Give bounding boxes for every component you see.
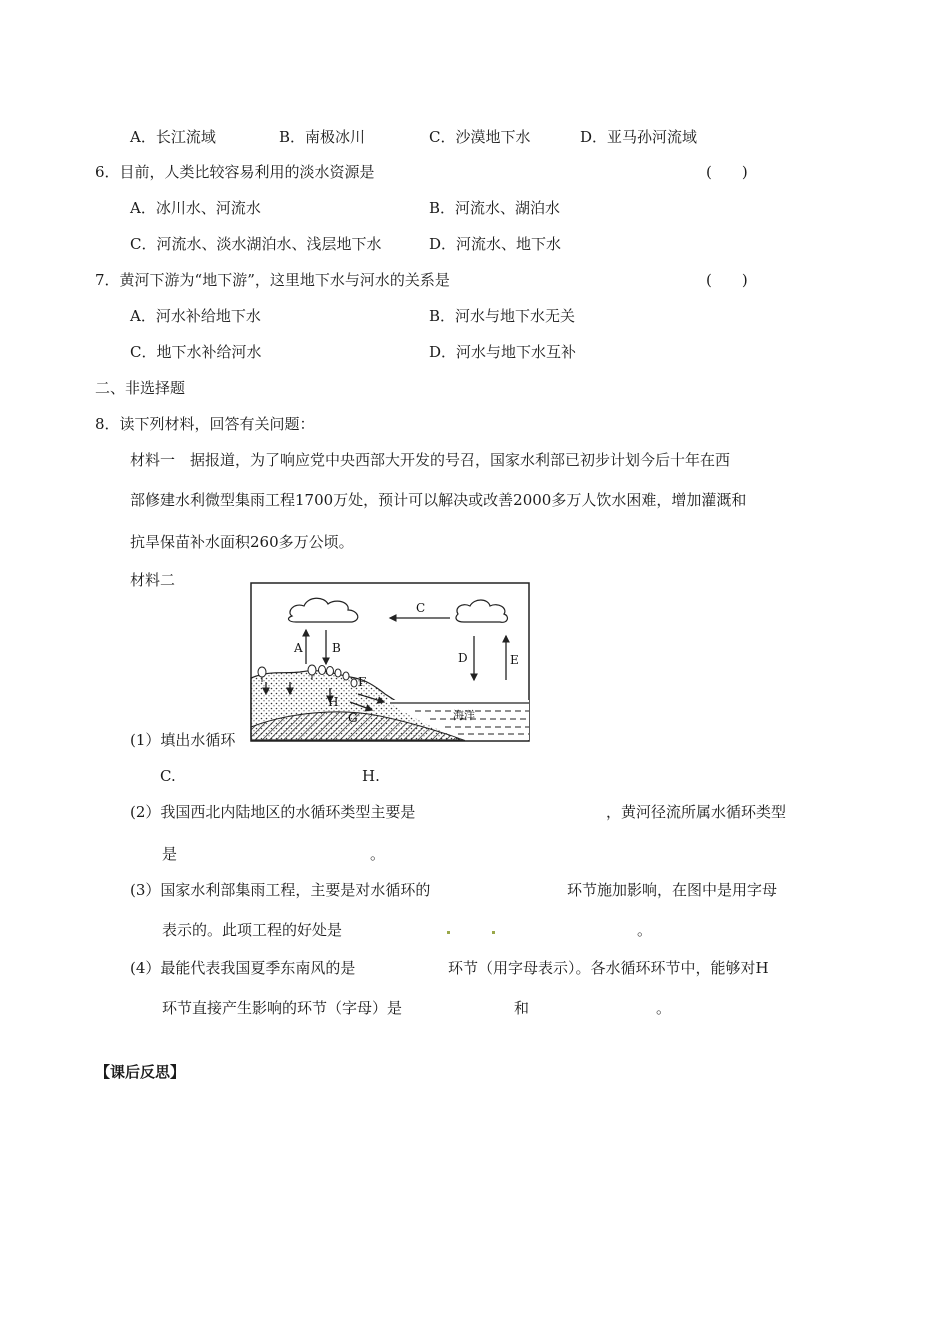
q7-option-a: A．河水补给地下水 — [130, 307, 261, 325]
q8-sub3-part2: 环节施加影响，在图中是用字母 — [567, 881, 778, 899]
q8-material2-label: 材料二 — [130, 571, 176, 589]
q8-sub4-part5: 。 — [656, 999, 672, 1017]
label-g: G — [348, 711, 358, 725]
q8-sub1: (1）填出水循环 — [130, 731, 236, 749]
q7-option-d: D．河水与地下水互补 — [429, 343, 577, 361]
q8-sub4-part3: 环节直接产生影响的环节（字母）是 — [162, 999, 403, 1017]
q7-option-b: B．河水与地下水无关 — [429, 307, 576, 325]
label-f: F — [358, 675, 367, 689]
label-c: C — [416, 601, 426, 615]
q8-material1-line2: 部修建水利微型集雨工程1700万处，预计可以解决或改善2000多万人饮水困难，增加灌溉和 — [130, 491, 747, 509]
q8-sub2-part1: (2）我国西北内陆地区的水循环类型主要是 — [130, 803, 416, 821]
q5-option-c: C．沙漠地下水 — [429, 128, 531, 146]
q8-sub4-part2: 环节（用字母表示）。各水循环环节中，能够对H — [448, 959, 769, 977]
label-d: D — [458, 651, 468, 665]
q6-option-d: D．河流水、地下水 — [429, 235, 562, 253]
q5-option-a: A．长江流域 — [130, 128, 216, 146]
water-cycle-diagram — [250, 582, 530, 742]
label-e: E — [510, 653, 519, 667]
section-heading: 二、非选择题 — [95, 379, 186, 397]
label-a: A — [294, 641, 303, 655]
q8-sub3-part4: 。 — [637, 921, 653, 939]
q8-sub3-part3: 表示的。此项工程的好处是 — [162, 921, 343, 939]
label-h: H — [328, 695, 339, 709]
q5-option-b: B．南极冰川 — [279, 128, 366, 146]
q6-stem: 6．目前，人类比较容易利用的淡水资源是 — [95, 163, 375, 181]
q8-sub2-part4: 。 — [370, 845, 386, 863]
q8-sub2-part3: 是 — [162, 845, 178, 863]
reflection-heading: 【课后反思】 — [95, 1063, 186, 1081]
stray-dot — [447, 931, 450, 934]
q8-material1-line3: 抗旱保苗补水面积260多万公顷。 — [130, 533, 354, 551]
q6-option-a: A．冰川水、河流水 — [130, 199, 261, 217]
q8-stem: 8．读下列材料，回答有关问题： — [95, 415, 315, 433]
stray-dot — [492, 931, 495, 934]
q6-answer-paren: ( ) — [706, 163, 748, 181]
q8-sub2-part2: ，黄河径流所属水循环类型 — [606, 803, 787, 821]
q8-sub4-part1: (4）最能代表我国夏季东南风的是 — [130, 959, 356, 977]
q8-sub3-part1: (3）国家水利部集雨工程，主要是对水循环的 — [130, 881, 431, 899]
q8-sub1-blank-c: C. — [160, 767, 176, 785]
ocean-label: 海洋 — [453, 709, 475, 722]
q7-option-c: C．地下水补给河水 — [130, 343, 262, 361]
q5-option-d: D．亚马孙河流域 — [580, 128, 698, 146]
q8-material1-line1: 材料一 据报道，为了响应党中央西部大开发的号召，国家水利部已初步计划今后十年在西 — [130, 451, 731, 469]
label-b: B — [332, 641, 341, 655]
q7-stem: 7．黄河下游为“地下游”，这里地下水与河水的关系是 — [95, 271, 450, 289]
q8-sub1-blank-h: H. — [362, 767, 380, 785]
q7-answer-paren: ( ) — [706, 271, 748, 289]
q6-option-b: B．河流水、湖泊水 — [429, 199, 561, 217]
q8-sub4-part4: 和 — [514, 999, 530, 1017]
q6-option-c: C．河流水、淡水湖泊水、浅层地下水 — [130, 235, 382, 253]
